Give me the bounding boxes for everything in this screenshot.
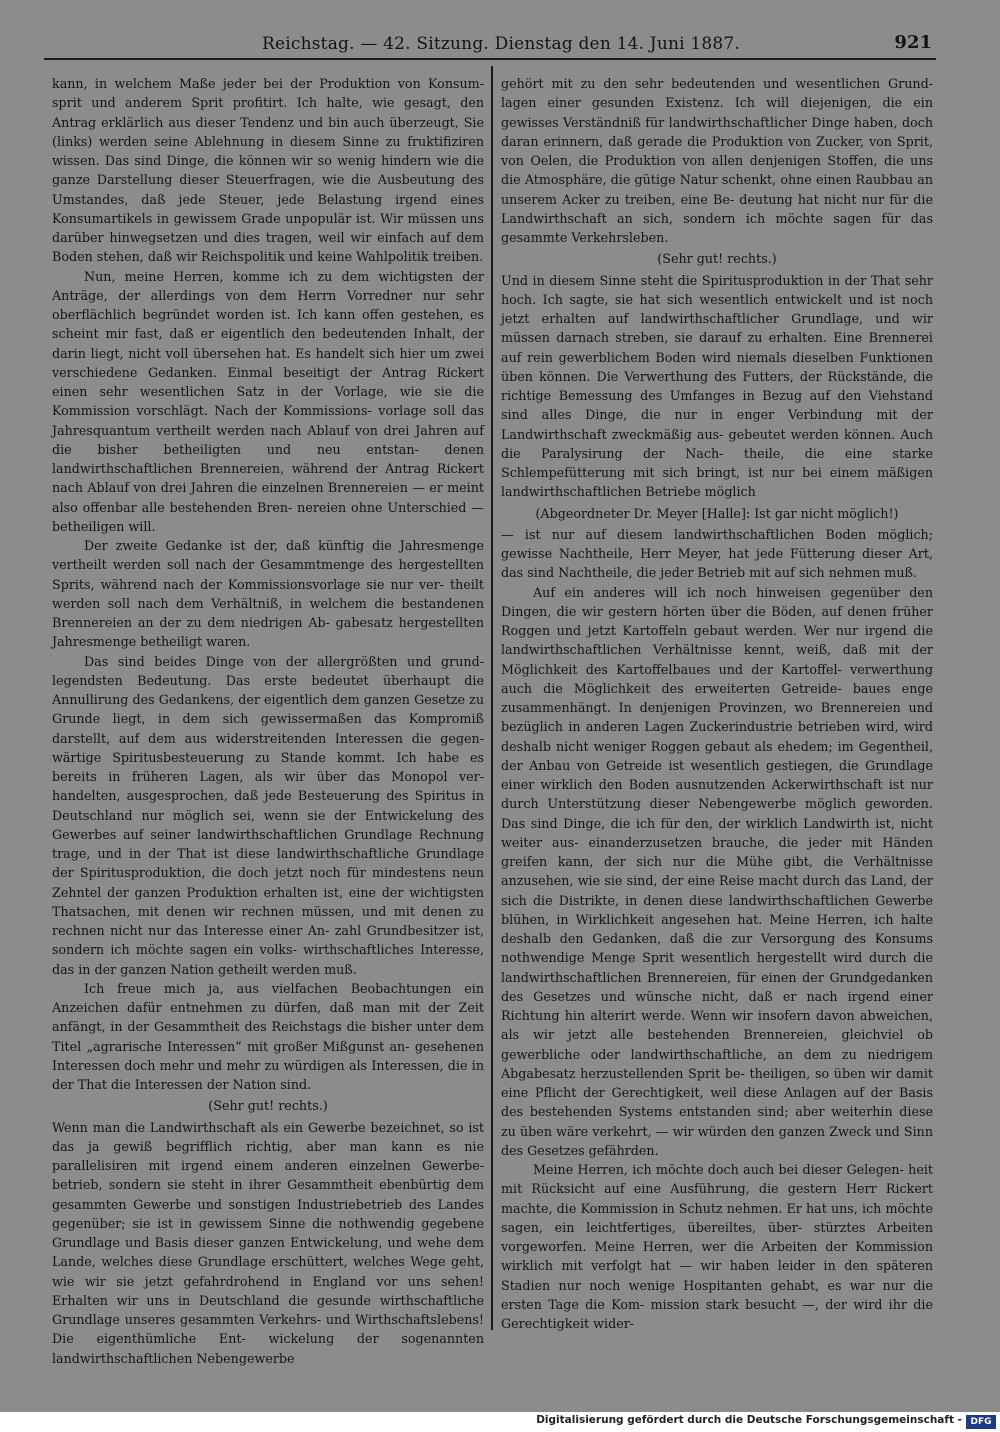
interjection: (Sehr gut! rechts.) bbox=[208, 1098, 328, 1114]
column-divider bbox=[491, 66, 493, 1330]
paragraph: gehört mit zu den sehr bedeutenden und wesentlichen Grund- lagen einer gesunden Existenz. Ich will diejenigen, die ein gewisses Verständniß für landwirthschaftlicher Dinge haben, doch daran erinnern, daß gerade die Produktion von Zucker, von Sprit, von Oelen, die Produktion von allen denjenigen Stoffen, die uns die Atmosphäre, die gütige Natur schenkt, ohne einen Raubbau an unserem Acker zu treiben, eine Be- deutung hat nicht nur für die Landwirthschaft an sich, sondern ich möchte sagen für das gesammte Verkehrsleben. bbox=[501, 76, 933, 245]
page-header bbox=[44, 30, 936, 60]
paragraph: Meine Herren, ich möchte doch auch bei dieser Gelegen- heit mit Rücksicht auf eine Ausführung, die gestern Herr Rickert machte, die Kommission in Schutz nehmen. Er hat uns, ich möchte sagen, ein leichtfertiges, übereiltes, über- stürztes Arbeiten vorgeworfen. Meine Herren, wer die Arbeiten der Kommission wirklich mit verfolgt hat — wir haben leider in den späteren Stadien nur noch wenige Hospitanten gehabt, es war nur die ersten Tage die Kom- mission stark besucht —, der wird ihr die Gerechtigkeit wider- bbox=[501, 1162, 933, 1331]
paragraph: Der zweite Gedanke ist der, daß künftig die Jahresmenge vertheilt werden soll nach der Gesammtmenge des hergestellten Sprits, während nach der Kommissionsvorlage sie nur ver- theilt werden soll nach dem Verhältniß, in welchem die bestandenen Brennereien an der zu dem niedrigen Ab- gabesatz hergestellten Jahresmenge betheiligt waren. bbox=[52, 538, 484, 650]
paragraph: Und in diesem Sinne steht die Spiritusproduktion in der That sehr hoch. Ich sagte, sie hat sich wesentlich entwickelt und ist noch jetzt erhalten auf landwirthschaftlicher Grundlage, und wir müssen darnach streben, sie darauf zu erhalten. Eine Brennerei auf rein gewerblichem Boden wird niemals dieselben Funktionen üben können. Die Verwerthung des Futters, der Rückstände, die richtige Bemessung des Umfanges in Bezug auf den Viehstand sind alles Dinge, die nur in enger Verbindung mit der Landwirthschaft zweckmäßig aus- gebeutet werden können. Auch die Paralysirung der Nach- theile, die eine starke Schlempefütterung mit sich bringt, ist nur bei einem mäßigen landwirthschaftlichen Betriebe möglich bbox=[501, 272, 933, 500]
interjection: (Abgeordneter Dr. Meyer [Halle]: Ist gar nicht möglich!) bbox=[535, 505, 899, 521]
paragraph: Auf ein anderes will ich noch hinweisen gegenüber den Dingen, die wir gestern hörten über die Böden, auf denen früher Roggen und jetzt Kartoffeln gebaut werden. Wer nur irgend die landwirthschaftlichen Verhältnisse kennt, weiß, daß mit der Möglichkeit des Kartoffelbaues und der Kartoffel- verwerthung auch die Möglichkeit des erweiterten Getreide- baues enge zusammenhängt. In denjenigen Provinzen, wo Brennereien und bezüglich in anderen Lagen Zuckerindustrie betrieben wird, wird deshalb nicht weniger Roggen gebaut als ehedem; im Gegentheil, der Anbau von Getreide ist wesentlich gestiegen, die Grundlage einer wirklich den Boden ausnutzenden Ackerwirthschaft ist nur durch Unterstützung dieser Nebengewerbe möglich geworden. Das sind Dinge, die ich für den, der wirklich Landwirth ist, nicht weiter aus- einanderzusetzen brauche, die jeder mit Händen greifen kann, der sich nur die Mühe gibt, die Verhältnisse anzusehen, wie sie sind, der eine Reise macht durch das Land, der sich die Distrikte, in denen diese landwirthschaftlichen Gewerbe blühen, in Wirklichkeit angesehen hat. Meine Herren, ich halte deshalb den Gedanken, daß die zur Versorgung des Konsums nothwendige Menge Sprit wesentlich hergestellt wird durch die landwirthschaftlichen Brennereien, für einen der Grundgedanken des Gesetzes und wünsche nicht, daß er nach irgend einer Richtung hin alterirt werde. Wenn wir insofern davon abweichen, als wir jetzt alle bestehenden Brennereien, gleichviel ob gewerbliche oder landwirthschaftliche, an dem zu niedrigem Abgabesatz herzustellenden Sprit be- theiligen, so üben wir damit eine Pflicht der Gerechtigkeit, weil diese Anlagen auf der Basis des bestehenden Systems entstanden sind; aber weiterhin diese zu üben wäre verkehrt, — wir würden den ganzen Zweck und Sinn des Gesetzes gefährden. bbox=[501, 584, 933, 1158]
paragraph: kann, in welchem Maße jeder bei der Produktion von Konsum- sprit und anderem Sprit profitirt. Ich halte, wie gesagt, den Antrag erklärlich aus dieser Tendenz und bin auch überzeugt, Sie (links) werden seine Ablehnung in diesem Sinne zu fruktifiziren wissen. Das sind Dinge, die können wir so wenig hindern wie die ganze Darstellung dieser Steuerfragen, wie die Ausbeutung des Umstandes, daß jede Steuer, jede Belastung irgend eines Konsumartikels in gewissem Grade unpopulär ist. Wir müssen uns darüber hinwegsetzen und dies tragen, weil wir einfach auf dem Boden stehen, daß wir Reichspolitik und keine Wahlpolitik treiben. bbox=[52, 76, 484, 265]
running-head: Reichstag. — 42. Sitzung. Dienstag den 14. Juni 1887. bbox=[261, 34, 741, 54]
footer bbox=[0, 1412, 1000, 1432]
funding-notice: Digitalisierung gefördert durch die Deutsche Forschungsgemeinschaft - bbox=[536, 1414, 962, 1426]
left-column bbox=[52, 74, 484, 1366]
dfg-logo: DFG bbox=[966, 1415, 996, 1429]
header-rule bbox=[44, 58, 936, 60]
interjection: (Sehr gut! rechts.) bbox=[657, 251, 777, 267]
paragraph: Das sind beides Dinge von der allergrößten und grund- legendsten Bedeutung. Das erste bedeutet überhaupt die Annullirung des Gedankens, der eigentlich dem ganzen Gesetze zu Grunde liegt, in dem sich gewissermaßen das Kompromiß darstellt, auf dem aus widerstreitenden Interessen die gegen- wärtige Spiritusbesteuerung zu Stande kommt. Ich habe es bereits in früheren Lagen, als wir über das Monopol ver- handelten, ausgesprochen, daß jede Besteuerung des Spiritus in Deutschland nur möglich sei, wenn sie der Entwickelung des Gewerbes auf seiner landwirthschaftlichen Grundlage Rechnung trage, und in der That ist diese landwirthschaftliche Grundlage der Spiritusproduktion, die doch jetzt noch für mindestens neun Zehntel der ganzen Produktion erhalten ist, eine der wichtigsten Thatsachen, mit denen wir rechnen müssen, und mit denen zu rechnen nicht nur das Interesse einer An- zahl Grundbesitzer ist, sondern ich möchte sagen ein volks- wirthschaftliches Interesse, das in der ganzen Nation getheilt werden muß. bbox=[52, 653, 484, 977]
paragraph: Wenn man die Landwirthschaft als ein Gewerbe bezeichnet, so ist das ja gewiß begrifflich richtig, aber man kann es nie parallelisiren mit irgend einem anderen einzelnen Gewerbe- betrieb, sondern sie steht in ihrer Gesammtheit ebenbürtig dem gesammten Gewerbe und sonstigen Industriebetrieb des Landes gegenüber; sie ist in gewissem Sinne die nothwendig gegebene Grundlage und Basis dieser ganzen Entwickelung, und wehe dem Lande, welches diese Grundlage erschüttert, welches Wege geht, wie wir sie jetzt gefahrdrohend in England vor uns sehen! Erhalten wir uns in Deutschland die gesunde wirthschaftliche Grundlage unseres gesammten Verkehrs- und Wirthschaftslebens! Die eigenthümliche Ent- wickelung der sogenannten landwirthschaftlichen Nebengewerbe bbox=[52, 1119, 484, 1366]
paragraph: — ist nur auf diesem landwirthschaftlichen Boden möglich; gewisse Nachtheile, Herr Meyer, hat jede Fütterung dieser Art, das sind Nachtheile, die jeder Betrieb mit auf sich nehmen muß. bbox=[501, 526, 933, 581]
page-number: 921 bbox=[894, 32, 932, 53]
paragraph: Ich freue mich ja, aus vielfachen Beobachtungen ein Anzeichen dafür entnehmen zu dürfen, daß man mit der Zeit anfängt, in der Gesammtheit des Reichstags die bisher unter dem Titel „agrarische Interessen“ mit großer Mißgunst an- gesehenen Interessen doch mehr und mehr zu würdigen als Interessen, die in der That die Interessen der Nation sind. bbox=[52, 980, 484, 1092]
right-column bbox=[501, 74, 933, 1344]
paragraph: Nun, meine Herren, komme ich zu dem wichtigsten der Anträge, der allerdings von dem Herrn Vorredner nur sehr oberflächlich begründet worden ist. Ich kann offen gestehen, es scheint mir fast, daß er eigentlich den bedeutenden Inhalt, der darin liegt, nicht voll übersehen hat. Es handelt sich hier um zwei verschiedene Gedanken. Einmal beseitigt der Antrag Rickert einen sehr wesentlichen Satz in der Vorlage, wie sie die Kommission vorschlägt. Nach der Kommissions- vorlage soll das Jahresquantum vertheilt werden nach Ablauf von drei Jahren auf die bisher betheiligten und neu entstan- denen landwirthschaftlichen Brennereien, während der Antrag Rickert nach Ablauf von drei Jahren die einzelnen Brennereien — er meint also offenbar alle bestehenden Bren- nereien ohne Unterschied — betheiligen will. bbox=[52, 268, 484, 534]
